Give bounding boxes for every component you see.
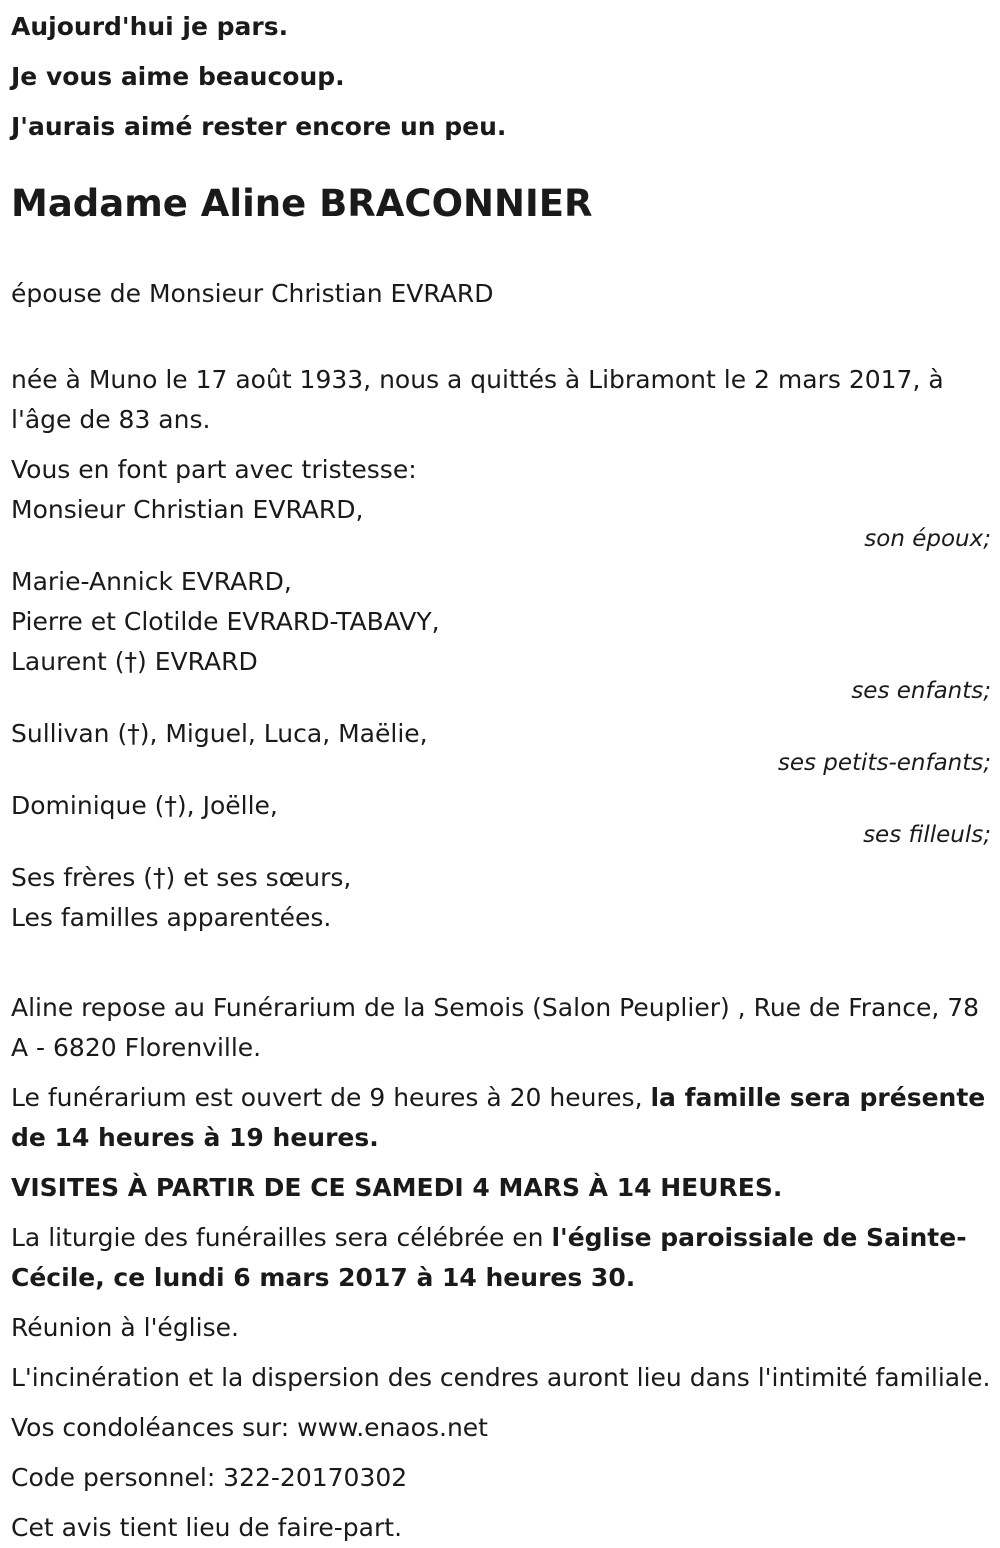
personal-code: Code personnel: 322-20170302 [11,1463,408,1492]
poem-line: J'aurais aimé rester encore un peu. [11,112,507,141]
family-name: Pierre et Clotilde EVRARD-TABAVY, [11,607,440,636]
family-name: Laurent (†) EVRARD [11,647,258,676]
family-name: Sullivan (†), Miguel, Luca, Maëlie, [11,719,428,748]
relation-label: ses enfants; [851,678,991,704]
family-group-spouse [11,490,991,552]
funeral-home-hours [11,1078,991,1158]
birth-death-line: née à Muno le 17 août 1933, nous a quittés à Libramont le 2 mars 2017, à l'âge de 83 ans. [11,365,944,434]
poem [11,2,991,152]
family-name: Dominique (†), Joëlle, [11,791,278,820]
liturgy-place-date: l'église paroissiale de Sainte-Cécile, ce lundi 6 mars 2017 à 14 heures 30. [11,1223,967,1292]
resting-place: Aline repose au Funérarium de la Semois (Salon Peuplier) , Rue de France, 78 A - 6820 Florenville. [11,993,980,1062]
visits-announcement: VISITES À PARTIR DE CE SAMEDI 4 MARS À 14 HEURES. [11,1173,783,1202]
meeting-line: Réunion à l'église. [11,1313,239,1342]
hours-text: Le funérarium est ouvert de 9 heures à 20 heures, [11,1083,651,1112]
family-group-children [11,562,991,704]
obituary-notice [11,0,991,1548]
family-name: Ses frères (†) et ses sœurs, [11,863,352,892]
poem-line: Je vous aime beaucoup. [11,62,345,91]
family-name: Monsieur Christian EVRARD, [11,495,364,524]
condolences-line: Vos condoléances sur: www.enaos.net [11,1413,488,1442]
family-name: Marie-Annick EVRARD, [11,567,292,596]
poem-line: Aujourd'hui je pars. [11,12,289,41]
family-presence: la famille sera présente de 14 heures à 19 heures. [11,1083,986,1152]
intro-line: Vous en font part avec tristesse: [11,455,417,484]
cremation-line: L'incinération et la dispersion des cendres auront lieu dans l'intimité familiale. [11,1363,991,1392]
family-group-grandchildren [11,714,991,776]
relation-label: son époux; [864,526,991,552]
relation-label: ses petits-enfants; [777,750,991,776]
relation-label: ses filleuls; [863,822,991,848]
liturgy [11,1218,991,1298]
deceased-name: Madame Aline BRACONNIER [11,182,593,225]
spouse-line: épouse de Monsieur Christian EVRARD [11,279,494,308]
liturgy-text: La liturgie des funérailles sera célébrée en [11,1223,552,1252]
notice-line: Cet avis tient lieu de faire-part. [11,1513,403,1542]
family-group-godchildren [11,786,991,848]
family-group-others [11,858,991,938]
family-name: Les familles apparentées. [11,903,332,932]
